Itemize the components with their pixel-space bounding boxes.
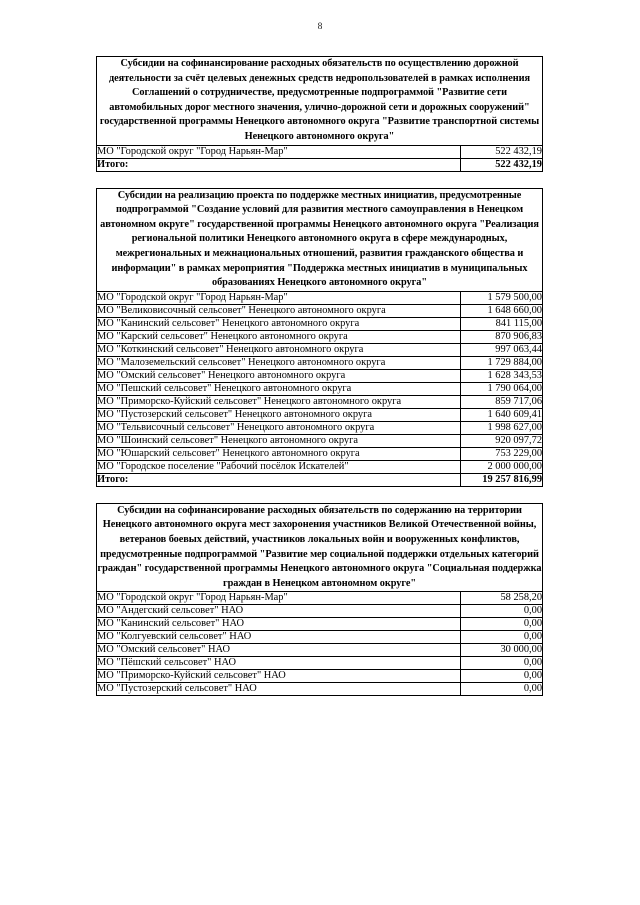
total-label: Итого: <box>97 473 461 486</box>
table-header-row <box>97 503 543 592</box>
table-row <box>97 145 543 158</box>
municipality-value: 1 729 884,00 <box>461 356 543 369</box>
municipality-name: МО "Омский сельсовет" НАО <box>97 644 461 657</box>
page-number: 8 <box>317 22 323 32</box>
table-header-row <box>97 188 543 291</box>
municipality-name: МО "Приморско-Куйский сельсовет" Ненецкого автономного округа <box>97 395 461 408</box>
table-row <box>97 618 543 631</box>
table-row <box>97 434 543 447</box>
municipality-value: 1 579 500,00 <box>461 291 543 304</box>
document-content <box>96 56 542 696</box>
municipality-name: МО "Малоземельский сельсовет" Ненецкого автономного округа <box>97 356 461 369</box>
municipality-name: МО "Городское поселение "Рабочий посёлок Искателей" <box>97 460 461 473</box>
municipality-value: 920 097,72 <box>461 434 543 447</box>
table-row <box>97 605 543 618</box>
municipality-name: МО "Канинский сельсовет" Ненецкого автономного округа <box>97 317 461 330</box>
section-header-text: Субсидии на софинансирование расходных обязательств по осуществлению дорожной деятельности за счёт целевых денежных средств недропользователей в рамках исполнения Соглашений о сотрудничестве, предусмотренные подпрограммой "Развитие сети автомобильных дорог местного значения, улично-дорожной сети и дорожных сооружений" государственной программы Ненецкого автономного округа "Развитие транспортной системы Ненецкого автономного округа" <box>97 57 543 146</box>
municipality-value: 859 717,06 <box>461 395 543 408</box>
table-row <box>97 343 543 356</box>
table-row <box>97 291 543 304</box>
table-row <box>97 317 543 330</box>
municipality-name: МО "Шоинский сельсовет" Ненецкого автономного округа <box>97 434 461 447</box>
municipality-value: 753 229,00 <box>461 447 543 460</box>
total-value: 522 432,19 <box>461 158 543 171</box>
municipality-name: МО "Пёшский сельсовет" НАО <box>97 657 461 670</box>
municipality-value: 1 648 660,00 <box>461 304 543 317</box>
table-row <box>97 447 543 460</box>
total-label: Итого: <box>97 158 461 171</box>
municipality-name: МО "Городской округ "Город Нарьян-Мар" <box>97 592 461 605</box>
municipality-name: МО "Коткинский сельсовет" Ненецкого автономного округа <box>97 343 461 356</box>
municipality-value: 1 790 064,00 <box>461 382 543 395</box>
table-row <box>97 395 543 408</box>
subsidy-table-road <box>96 56 543 172</box>
municipality-name: МО "Андегский сельсовет" НАО <box>97 605 461 618</box>
table-row <box>97 330 543 343</box>
municipality-value: 0,00 <box>461 670 543 683</box>
table-row <box>97 657 543 670</box>
table-row <box>97 670 543 683</box>
table-row <box>97 460 543 473</box>
municipality-value: 1 640 609,41 <box>461 408 543 421</box>
municipality-value: 997 063,44 <box>461 343 543 356</box>
table-total-row <box>97 158 543 171</box>
table-row <box>97 631 543 644</box>
municipality-value: 0,00 <box>461 631 543 644</box>
municipality-name: МО "Пустозерский сельсовет" НАО <box>97 683 461 696</box>
municipality-value: 522 432,19 <box>461 145 543 158</box>
table-row <box>97 382 543 395</box>
table-header-row <box>97 57 543 146</box>
municipality-name: МО "Приморско-Куйский сельсовет" НАО <box>97 670 461 683</box>
subsidy-table-local-initiatives <box>96 188 543 487</box>
municipality-value: 1 628 343,53 <box>461 369 543 382</box>
municipality-value: 841 115,00 <box>461 317 543 330</box>
municipality-name: МО "Великовисочный сельсовет" Ненецкого автономного округа <box>97 304 461 317</box>
municipality-name: МО "Канинский сельсовет" НАО <box>97 618 461 631</box>
municipality-value: 30 000,00 <box>461 644 543 657</box>
table-row <box>97 369 543 382</box>
table-row <box>97 408 543 421</box>
table-row <box>97 421 543 434</box>
municipality-value: 2 000 000,00 <box>461 460 543 473</box>
municipality-value: 0,00 <box>461 605 543 618</box>
section-header-text: Субсидии на реализацию проекта по поддержке местных инициатив, предусмотренные подпрограммой "Создание условий для развития местного самоуправления в Ненецком автономном округе" государственной программы Ненецкого автономного округа "Реализация региональной политики Ненецкого автономного округа в сфере международных, межрегиональных и межнациональных отношений, развития гражданского общества и информации" в рамках мероприятия "Поддержка местных инициатив в муниципальных образованиях Ненецкого автономного округа" <box>97 188 543 291</box>
municipality-value: 58 258,20 <box>461 592 543 605</box>
municipality-value: 0,00 <box>461 657 543 670</box>
municipality-name: МО "Карский сельсовет" Ненецкого автономного округа <box>97 330 461 343</box>
municipality-value: 0,00 <box>461 683 543 696</box>
table-row <box>97 644 543 657</box>
municipality-name: МО "Пустозерский сельсовет" Ненецкого автономного округа <box>97 408 461 421</box>
table-row <box>97 356 543 369</box>
municipality-name: МО "Тельвисочный сельсовет" Ненецкого автономного округа <box>97 421 461 434</box>
municipality-name: МО "Омский сельсовет" Ненецкого автономного округа <box>97 369 461 382</box>
table-total-row <box>97 473 543 486</box>
table-row <box>97 304 543 317</box>
municipality-name: МО "Колгуевский сельсовет" НАО <box>97 631 461 644</box>
municipality-name: МО "Пешский сельсовет" Ненецкого автономного округа <box>97 382 461 395</box>
total-value: 19 257 816,99 <box>461 473 543 486</box>
table-row <box>97 683 543 696</box>
municipality-value: 0,00 <box>461 618 543 631</box>
municipality-name: МО "Городской округ "Город Нарьян-Мар" <box>97 145 461 158</box>
municipality-value: 1 998 627,00 <box>461 421 543 434</box>
municipality-value: 870 906,83 <box>461 330 543 343</box>
table-spacer <box>96 487 542 503</box>
table-spacer <box>96 172 542 188</box>
subsidy-table-burial-sites <box>96 503 543 697</box>
municipality-name: МО "Городской округ "Город Нарьян-Мар" <box>97 291 461 304</box>
section-header-text: Субсидии на софинансирование расходных обязательств по содержанию на территории Ненецкого автономного округа мест захоронения участников Великой Отечественной войны, ветеранов боевых действий, участников локальных войн и вооруженных конфликтов, предусмотренные подпрограммой "Развитие мер социальной поддержки отдельных категорий граждан" государственной программы Ненецкого автономного округа "Социальная поддержка граждан в Ненецком автономном округе" <box>97 503 543 592</box>
municipality-name: МО "Юшарский сельсовет" Ненецкого автономного округа <box>97 447 461 460</box>
table-row <box>97 592 543 605</box>
